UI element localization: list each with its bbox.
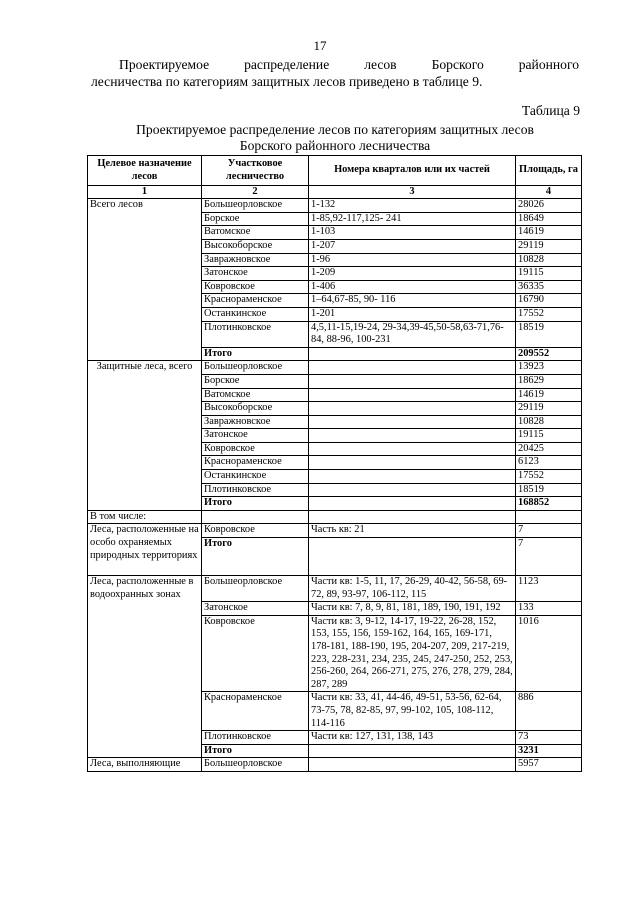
area-cell: 5957 xyxy=(516,758,582,772)
area-cell: 10828 xyxy=(516,415,582,429)
area-cell: 18519 xyxy=(516,321,582,347)
table-caption xyxy=(91,122,579,154)
category-all-forests: Всего лесов xyxy=(88,199,202,361)
table-row xyxy=(88,576,582,602)
area-cell: 17552 xyxy=(516,470,582,484)
district-cell: Краснораменское xyxy=(202,692,309,731)
quarters-cell xyxy=(309,470,516,484)
quarters-cell: Части кв: 7, 8, 9, 81, 181, 189, 190, 191, 192 xyxy=(309,602,516,616)
page-number: 17 xyxy=(313,38,327,53)
area-cell: 1123 xyxy=(516,576,582,602)
table-header-row xyxy=(88,156,582,186)
quarters-cell xyxy=(309,388,516,402)
area-cell: 36335 xyxy=(516,280,582,294)
district-cell: Борское xyxy=(202,374,309,388)
district-cell: Останкинское xyxy=(202,470,309,484)
category-protective: Защитные леса, всего xyxy=(88,361,202,511)
district-cell: Затонское xyxy=(202,429,309,443)
district-cell: Высокоборское xyxy=(202,402,309,416)
including-label: В том числе: xyxy=(88,510,202,524)
district-cell: Плотинковское xyxy=(202,483,309,497)
area-cell: 29119 xyxy=(516,402,582,416)
area-cell: 133 xyxy=(516,602,582,616)
area-cell: 18649 xyxy=(516,212,582,226)
district-cell: Плотинковское xyxy=(202,321,309,347)
quarters-cell: Части кв: 3, 9-12, 14-17, 19-22, 26-28, 152, 153, 155, 156, 159-162, 164, 165, 169-171, 178-181, 188-190, 195, 204-207, 209, 217-219, 223, 228-231, 234, 235, 245, 247-250, 252, 253, 256-260, 264, 266-271, 275, 276, 278, 279, 284, 287, 289 xyxy=(309,615,516,692)
area-cell: 28026 xyxy=(516,199,582,213)
quarters-cell: Части кв: 33, 41, 44-46, 49-51, 53-56, 62-64, 73-75, 78, 82-85, 97, 99-102, 105, 108-112, 114-116 xyxy=(309,692,516,731)
quarters-cell xyxy=(309,374,516,388)
district-cell: Высокоборское xyxy=(202,239,309,253)
area-cell: 19115 xyxy=(516,267,582,281)
quarters-cell: Части кв: 1-5, 11, 17, 26-29, 40-42, 56-58, 69-72, 89, 93-97, 106-112, 115 xyxy=(309,576,516,602)
district-cell: Большеорловское xyxy=(202,758,309,772)
column-number-row xyxy=(88,186,582,199)
intro-line-1: Проектируемое распределение лесов Борского районного xyxy=(119,57,579,72)
total-label: Итого xyxy=(202,538,309,576)
intro-paragraph xyxy=(91,56,579,90)
district-cell: Ковровское xyxy=(202,280,309,294)
quarters-cell: Части кв: 127, 131, 138, 143 xyxy=(309,731,516,745)
area-cell: 20425 xyxy=(516,442,582,456)
quarters-cell: 1-132 xyxy=(309,199,516,213)
table-row xyxy=(88,199,582,213)
area-cell: 10828 xyxy=(516,253,582,267)
area-cell: 73 xyxy=(516,731,582,745)
quarters-cell: Часть кв: 21 xyxy=(309,524,516,538)
district-cell: Ватомское xyxy=(202,226,309,240)
header-quarters: Номера кварталов или их частей xyxy=(309,156,516,186)
including-row xyxy=(88,510,582,524)
table-label: Таблица 9 xyxy=(521,103,580,118)
quarters-cell xyxy=(309,538,516,576)
quarters-cell xyxy=(309,456,516,470)
table-row xyxy=(88,524,582,538)
area-cell: 6123 xyxy=(516,456,582,470)
district-cell: Большеорловское xyxy=(202,199,309,213)
quarters-cell xyxy=(309,758,516,772)
quarters-cell: 4,5,11-15,19-24, 29-34,39-45,50-58,63-71,76-84, 88-96, 100-231 xyxy=(309,321,516,347)
quarters-cell: 1-207 xyxy=(309,239,516,253)
district-cell: Большеорловское xyxy=(202,576,309,602)
total-area: 168852 xyxy=(516,497,582,511)
district-cell: Большеорловское xyxy=(202,361,309,375)
district-cell: Плотинковское xyxy=(202,731,309,745)
district-cell: Ковровское xyxy=(202,615,309,692)
table-row xyxy=(88,361,582,375)
quarters-cell xyxy=(309,744,516,758)
quarters-cell: 1-96 xyxy=(309,253,516,267)
area-cell: 14619 xyxy=(516,388,582,402)
area-cell: 17552 xyxy=(516,307,582,321)
area-cell: 1016 xyxy=(516,615,582,692)
header-district: Участковое лесничество xyxy=(202,156,309,186)
quarters-cell: 1-209 xyxy=(309,267,516,281)
quarters-cell xyxy=(309,361,516,375)
district-cell: Краснораменское xyxy=(202,456,309,470)
quarters-cell xyxy=(309,429,516,443)
area-cell: 16790 xyxy=(516,294,582,308)
column-number: 4 xyxy=(516,186,582,199)
quarters-cell: 1-201 xyxy=(309,307,516,321)
header-purpose: Целевое назначение лесов xyxy=(88,156,202,186)
area-cell: 14619 xyxy=(516,226,582,240)
district-cell: Затонское xyxy=(202,267,309,281)
category-protected-areas: Леса, расположенные на особо охраняемых природных территориях xyxy=(88,524,202,576)
quarters-cell: 1-103 xyxy=(309,226,516,240)
area-cell: 13923 xyxy=(516,361,582,375)
category-water-zones: Леса, расположенные в водоохранных зонах xyxy=(88,576,202,758)
column-number: 1 xyxy=(88,186,202,199)
total-label: Итого xyxy=(202,347,309,361)
total-label: Итого xyxy=(202,497,309,511)
category-last: Леса, выполняющие xyxy=(88,758,202,772)
column-number: 2 xyxy=(202,186,309,199)
caption-line-1: Проектируемое распределение лесов по категориям защитных лесов xyxy=(136,122,534,137)
area-cell: 29119 xyxy=(516,239,582,253)
district-cell: Останкинское xyxy=(202,307,309,321)
district-cell: Краснораменское xyxy=(202,294,309,308)
quarters-cell xyxy=(309,497,516,511)
area-cell: 7 xyxy=(516,524,582,538)
quarters-cell xyxy=(309,483,516,497)
total-area: 209552 xyxy=(516,347,582,361)
area-cell: 19115 xyxy=(516,429,582,443)
quarters-cell: 1-85,92-117,125- 241 xyxy=(309,212,516,226)
quarters-cell: 1-406 xyxy=(309,280,516,294)
district-cell: Завражновское xyxy=(202,253,309,267)
caption-line-2: Борского районного лесничества xyxy=(239,138,431,153)
column-number: 3 xyxy=(309,186,516,199)
total-area: 7 xyxy=(516,538,582,576)
intro-line-2: лесничества по категориям защитных лесов приведено в таблице 9. xyxy=(91,74,483,89)
quarters-cell: 1–64,67-85, 90- 116 xyxy=(309,294,516,308)
table-row xyxy=(88,758,582,772)
district-cell xyxy=(202,510,309,524)
district-cell: Ватомское xyxy=(202,388,309,402)
area-cell: 886 xyxy=(516,692,582,731)
quarters-cell xyxy=(309,402,516,416)
total-label: Итого xyxy=(202,744,309,758)
area-cell: 18519 xyxy=(516,483,582,497)
quarters-cell xyxy=(309,510,516,524)
total-area: 3231 xyxy=(516,744,582,758)
district-cell: Затонское xyxy=(202,602,309,616)
district-cell: Ковровское xyxy=(202,524,309,538)
district-cell: Завражновское xyxy=(202,415,309,429)
header-area: Площадь, га xyxy=(516,156,582,186)
district-cell: Борское xyxy=(202,212,309,226)
quarters-cell xyxy=(309,347,516,361)
district-cell: Ковровское xyxy=(202,442,309,456)
forest-distribution-table xyxy=(87,155,582,772)
area-cell: 18629 xyxy=(516,374,582,388)
quarters-cell xyxy=(309,415,516,429)
quarters-cell xyxy=(309,442,516,456)
area-cell xyxy=(516,510,582,524)
